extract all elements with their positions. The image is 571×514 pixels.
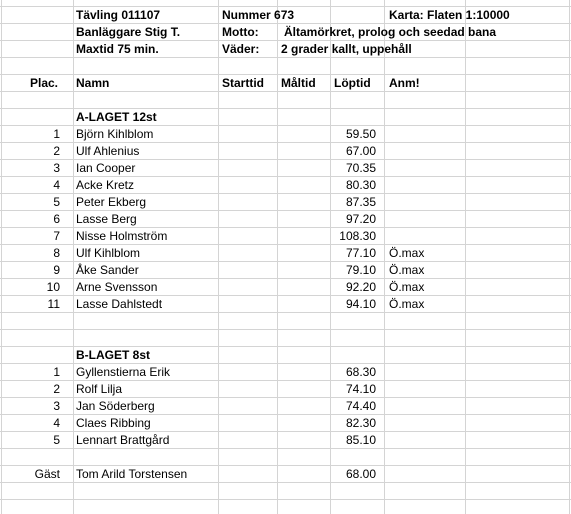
result-row xyxy=(0,194,571,211)
name-cell: Acke Kretz xyxy=(76,178,135,192)
map-label: Karta: Flaten 1:10000 xyxy=(389,8,510,22)
team-b-heading: B-LAGET 8st xyxy=(76,348,151,362)
runtime-cell: 59.50 xyxy=(345,127,376,141)
result-row xyxy=(0,211,571,228)
result-row xyxy=(0,398,571,415)
place-cell: 6 xyxy=(53,212,60,226)
team-a-heading-row xyxy=(0,109,571,126)
place-cell: 2 xyxy=(53,144,60,158)
runtime-cell: 85.10 xyxy=(345,433,376,447)
grid-hline xyxy=(0,499,571,500)
place-cell: 5 xyxy=(53,195,60,209)
name-cell: Nisse Holmström xyxy=(76,229,168,243)
note-cell: Ö.max xyxy=(389,263,425,277)
name-cell: Björn Kihlblom xyxy=(76,127,154,141)
result-row xyxy=(0,432,571,449)
weather-key: Väder: xyxy=(222,42,260,56)
result-row xyxy=(0,381,571,398)
col-note-header: Anm! xyxy=(389,76,420,90)
place-cell: 5 xyxy=(53,433,60,447)
result-row xyxy=(0,245,571,262)
place-cell: 1 xyxy=(53,127,60,141)
place-cell: 4 xyxy=(53,416,60,430)
motto-value: Ältamörkret, prolog och seedad bana xyxy=(284,25,497,39)
guest-name: Tom Arild Torstensen xyxy=(76,467,188,481)
competition-label: Tävling 011107 xyxy=(76,8,161,22)
place-cell: 8 xyxy=(53,246,60,260)
guest-place: Gäst xyxy=(34,467,60,481)
grid-hline xyxy=(0,329,571,330)
runtime-cell: 68.30 xyxy=(345,365,376,379)
result-row xyxy=(0,143,571,160)
name-cell: Gyllenstierna Erik xyxy=(76,365,171,379)
runtime-cell: 82.30 xyxy=(345,416,376,430)
place-cell: 3 xyxy=(53,399,60,413)
header-row-2 xyxy=(0,24,571,41)
name-cell: Ian Cooper xyxy=(76,161,136,175)
col-runtime-header: Löptid xyxy=(334,76,371,90)
col-finish-header: Måltid xyxy=(281,76,316,90)
weather-value: 2 grader kallt, uppehåll xyxy=(281,42,412,56)
result-row xyxy=(0,279,571,296)
max-time-label: Maxtid 75 min. xyxy=(76,42,159,56)
place-cell: 3 xyxy=(53,161,60,175)
name-cell: Lasse Dahlstedt xyxy=(76,297,163,311)
runtime-cell: 74.40 xyxy=(345,399,376,413)
name-cell: Ulf Kihlblom xyxy=(76,246,141,260)
name-cell: Claes Ribbing xyxy=(76,416,151,430)
name-cell: Ulf Ahlenius xyxy=(76,144,140,158)
motto-key: Motto: xyxy=(222,25,259,39)
name-cell: Arne Svensson xyxy=(76,280,158,294)
runtime-cell: 67.00 xyxy=(345,144,376,158)
result-row xyxy=(0,228,571,245)
runtime-cell: 108.30 xyxy=(339,229,376,243)
col-name-header: Namn xyxy=(76,76,110,90)
runtime-cell: 97.20 xyxy=(345,212,376,226)
guest-runtime: 68.00 xyxy=(345,467,376,481)
place-cell: 9 xyxy=(53,263,60,277)
runtime-cell: 87.35 xyxy=(345,195,376,209)
place-cell: 7 xyxy=(53,229,60,243)
name-cell: Åke Sander xyxy=(76,263,139,277)
runtime-cell: 74.10 xyxy=(345,382,376,396)
runtime-cell: 77.10 xyxy=(345,246,376,260)
result-row xyxy=(0,415,571,432)
note-cell: Ö.max xyxy=(389,246,425,260)
guest-row xyxy=(0,466,571,483)
header-row-1 xyxy=(0,7,571,24)
col-start-header: Starttid xyxy=(222,76,264,90)
runtime-cell: 79.10 xyxy=(345,263,376,277)
result-row xyxy=(0,364,571,381)
course-setter-label: Banläggare Stig T. xyxy=(76,25,181,39)
team-a-heading: A-LAGET 12st xyxy=(76,110,157,124)
name-cell: Jan Söderberg xyxy=(76,399,155,413)
place-cell: 11 xyxy=(47,297,60,311)
header-row-3 xyxy=(0,41,571,58)
team-b-heading-row xyxy=(0,347,571,364)
result-row xyxy=(0,296,571,313)
runtime-cell: 80.30 xyxy=(345,178,376,192)
column-header-row xyxy=(0,75,571,92)
col-place-header: Plac. xyxy=(30,76,59,90)
runtime-cell: 92.20 xyxy=(345,280,376,294)
result-row xyxy=(0,177,571,194)
place-cell: 10 xyxy=(46,280,60,294)
runtime-cell: 70.35 xyxy=(345,161,376,175)
place-cell: 2 xyxy=(53,382,60,396)
runtime-cell: 94.10 xyxy=(345,297,376,311)
name-cell: Lasse Berg xyxy=(76,212,137,226)
name-cell: Peter Ekberg xyxy=(76,195,147,209)
name-cell: Lennart Brattgård xyxy=(76,433,170,447)
name-cell: Rolf Lilja xyxy=(76,382,123,396)
place-cell: 4 xyxy=(53,178,60,192)
result-row xyxy=(0,262,571,279)
note-cell: Ö.max xyxy=(389,297,425,311)
number-label: Nummer 673 xyxy=(222,8,295,22)
place-cell: 1 xyxy=(53,365,60,379)
note-cell: Ö.max xyxy=(389,280,425,294)
result-row xyxy=(0,160,571,177)
result-row xyxy=(0,126,571,143)
